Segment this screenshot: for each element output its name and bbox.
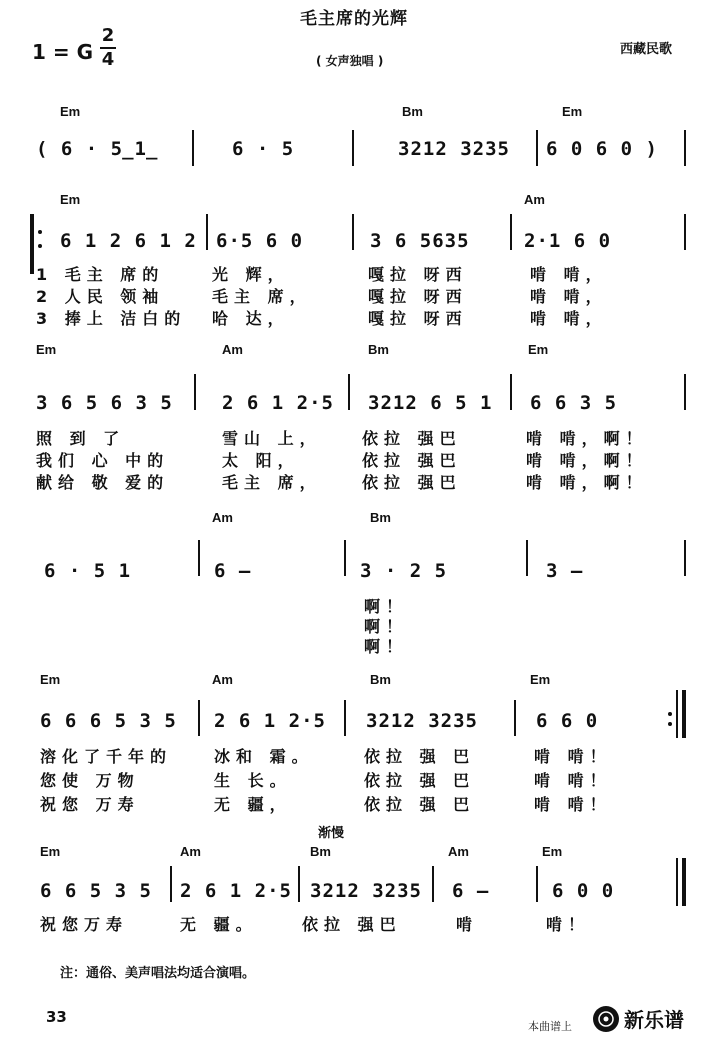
- barline: [348, 374, 350, 410]
- lyric: 啊！: [364, 617, 409, 636]
- measure-notes: 3212 6 5 1: [368, 392, 493, 414]
- barline: [352, 214, 354, 250]
- time-signature-top: 2: [101, 25, 115, 46]
- lyric: 依拉 强 巴: [364, 747, 476, 766]
- chord: Em: [530, 672, 551, 687]
- song-title: 毛主席的光辉: [300, 9, 408, 29]
- chord: Em: [40, 672, 61, 687]
- lyric: 啃 啃，啊！: [526, 451, 648, 470]
- lyric: 照 到 了: [36, 429, 126, 448]
- measure-notes: 6 · 5 1: [44, 560, 132, 582]
- measure-notes: 6 6 5 3 5: [40, 880, 152, 902]
- chord: Em: [562, 104, 583, 119]
- barline: [352, 130, 354, 166]
- barline: [432, 866, 434, 902]
- lyric: 哈 达，: [212, 309, 290, 328]
- barline: [194, 374, 196, 410]
- chord: Em: [542, 844, 563, 859]
- chord: Bm: [368, 342, 389, 357]
- page-number: 33: [46, 1008, 67, 1026]
- lyric: 生 长。: [214, 771, 292, 790]
- measure-notes: 6 0 0: [552, 880, 615, 902]
- measure-notes: 6 6 3 5: [530, 392, 618, 414]
- barline: [684, 214, 686, 250]
- barline: [536, 130, 538, 166]
- lyric: 啃 啃！: [534, 747, 612, 766]
- repeat-dot: [38, 230, 42, 234]
- lyric: 啃 啃，啊！: [526, 429, 648, 448]
- lyric: 我们 心 中的: [36, 451, 170, 470]
- chord: Em: [528, 342, 549, 357]
- barline: [684, 130, 686, 166]
- chord: Em: [40, 844, 61, 859]
- lyric: 啃 啃，: [530, 265, 608, 284]
- repeat-dot: [668, 722, 672, 726]
- barline: [206, 214, 208, 250]
- repeat-dot: [668, 712, 672, 716]
- lyric: 啃 啃！: [534, 795, 612, 814]
- lyric: 光 辉，: [212, 265, 290, 284]
- measure-notes: 6 0 6 0 ): [546, 138, 658, 160]
- footnote: 注：通俗、美声唱法均适合演唱。: [60, 966, 256, 981]
- music-disc-icon: [592, 1005, 620, 1033]
- barline: [198, 700, 200, 736]
- time-signature-bottom: 4: [101, 49, 115, 70]
- lyric: 您使 万物: [40, 771, 140, 790]
- lyric: 太 阳，: [222, 451, 300, 470]
- repeat-start-barline: [30, 214, 34, 274]
- credit-text: 本曲谱上: [528, 1020, 572, 1033]
- final-barline: [682, 858, 686, 906]
- lyric: 啊！: [364, 597, 409, 616]
- song-subtitle: ( 女声独唱 ): [316, 54, 384, 68]
- lyric: 依拉 强巴: [302, 915, 402, 934]
- measure-notes: 6 –: [214, 560, 252, 582]
- measure-notes: 2 6 1 2·5: [180, 880, 292, 902]
- repeat-end-barline: [682, 690, 686, 738]
- barline: [526, 540, 528, 576]
- chord: Bm: [370, 510, 391, 525]
- lyric: 冰和 霜。: [214, 747, 314, 766]
- lyric: 3 捧上 洁白的: [36, 309, 187, 328]
- lyric: 无 疆。: [180, 915, 258, 934]
- measure-notes: 6 1 2 6 1 2: [60, 230, 197, 252]
- chord: Am: [222, 342, 243, 357]
- barline: [684, 374, 686, 410]
- barline: [170, 866, 172, 902]
- barline: [510, 374, 512, 410]
- lyric: 祝您万寿: [40, 915, 129, 934]
- chord: Em: [36, 342, 57, 357]
- measure-notes: 2 6 1 2·5: [222, 392, 334, 414]
- measure-notes: 3212 3235: [398, 138, 510, 160]
- measure-notes: 3 · 2 5: [360, 560, 448, 582]
- chord: Am: [212, 672, 233, 687]
- lyric: 2 人民 领袖: [36, 287, 165, 306]
- lyric: 雪山 上，: [222, 429, 322, 448]
- barline: [510, 214, 512, 250]
- barline: [198, 540, 200, 576]
- lyric: 溶化了千年的: [40, 747, 173, 766]
- chord: Bm: [402, 104, 423, 119]
- chord: Am: [448, 844, 469, 859]
- lyric: 无 疆，: [214, 795, 292, 814]
- chord: Am: [212, 510, 233, 525]
- measure-notes: 6 –: [452, 880, 490, 902]
- measure-notes: ( 6 · 5̲1̲: [36, 138, 159, 160]
- measure-notes: 2 6 1 2·5: [214, 710, 326, 732]
- tempo-marking: 渐慢: [318, 826, 345, 841]
- key-signature: 1 = G: [32, 40, 94, 64]
- lyric: 毛主 席，: [212, 287, 312, 306]
- lyric: 嘎拉 呀西: [368, 309, 468, 328]
- chord: Bm: [310, 844, 331, 859]
- lyric: 毛主 席，: [222, 473, 322, 492]
- measure-notes: 6·5 6 0: [216, 230, 304, 252]
- lyric: 啃 啃，: [530, 309, 608, 328]
- repeat-dot: [38, 244, 42, 248]
- measure-notes: 3 6 5 6 3 5: [36, 392, 173, 414]
- lyric: 依拉 强 巴: [364, 771, 476, 790]
- chord: Em: [60, 104, 81, 119]
- measure-notes: 2·1 6 0: [524, 230, 612, 252]
- lyric: 啃 啃，: [530, 287, 608, 306]
- lyric: 依拉 强巴: [362, 473, 462, 492]
- logo-text: 新乐谱: [624, 1008, 684, 1032]
- song-origin: 西藏民歌: [620, 42, 673, 57]
- measure-notes: 6 6 6 5 3 5: [40, 710, 177, 732]
- lyric: 啃 啃，啊！: [526, 473, 648, 492]
- lyric: 祝您 万寿: [40, 795, 140, 814]
- barline: [536, 866, 538, 902]
- measure-notes: 3 6 5635: [370, 230, 470, 252]
- lyric: 啃: [456, 915, 479, 934]
- lyric: 啃 啃！: [534, 771, 612, 790]
- measure-notes: 3212 3235: [366, 710, 478, 732]
- barline: [298, 866, 300, 902]
- barline: [344, 540, 346, 576]
- logo: [592, 1004, 684, 1033]
- measure-notes: 6 6 0: [536, 710, 599, 732]
- lyric: 献给 敬 爱的: [36, 473, 170, 492]
- lyric: 嘎拉 呀西: [368, 265, 468, 284]
- measure-notes: 3 –: [546, 560, 584, 582]
- time-signature: [100, 26, 116, 70]
- barline: [344, 700, 346, 736]
- lyric: 1 毛主 席的: [36, 265, 165, 284]
- chord: Am: [524, 192, 545, 207]
- lyric: 依拉 强 巴: [364, 795, 476, 814]
- chord: Bm: [370, 672, 391, 687]
- lyric: 啊！: [364, 637, 409, 656]
- chord: Am: [180, 844, 201, 859]
- measure-notes: 3212 3235: [310, 880, 422, 902]
- measure-notes: 6 · 5: [232, 138, 295, 160]
- lyric: 依拉 强巴: [362, 429, 462, 448]
- lyric: 啃！: [546, 915, 591, 934]
- barline: [684, 540, 686, 576]
- barline: [676, 858, 678, 906]
- lyric: 嘎拉 呀西: [368, 287, 468, 306]
- lyric: 依拉 强巴: [362, 451, 462, 470]
- barline: [676, 690, 678, 738]
- chord: Em: [60, 192, 81, 207]
- barline: [192, 130, 194, 166]
- barline: [514, 700, 516, 736]
